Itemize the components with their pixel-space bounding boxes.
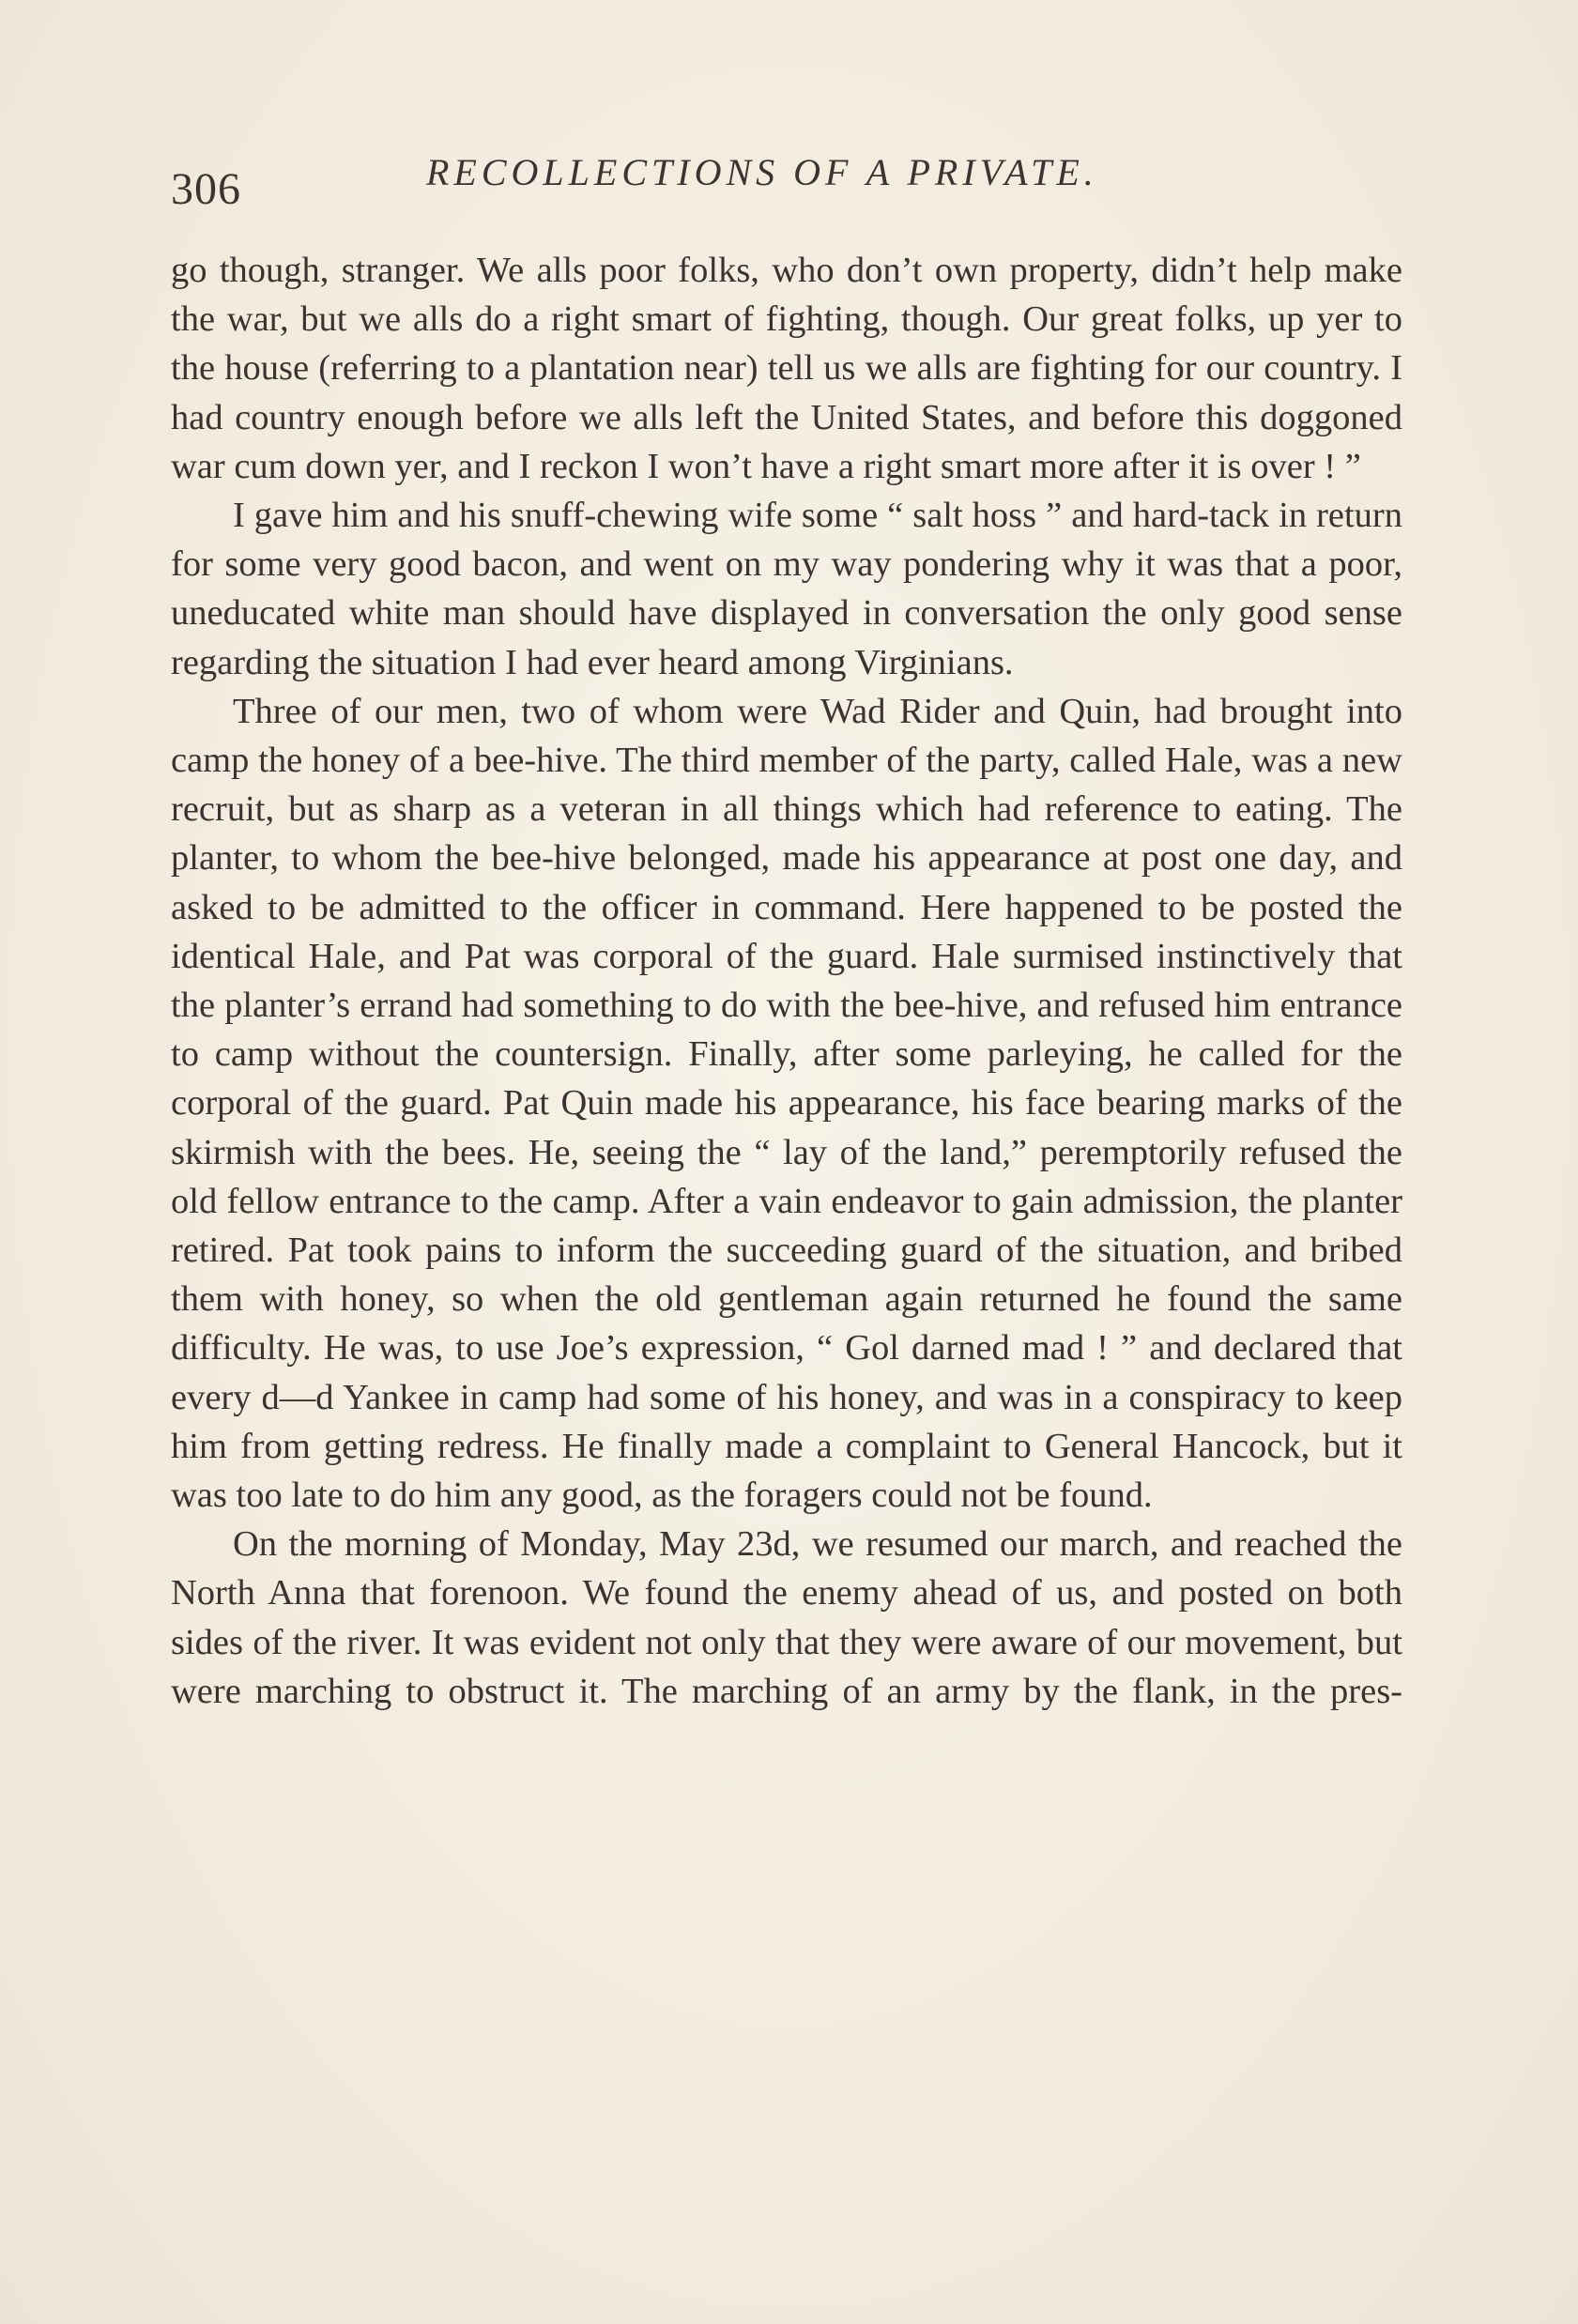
paragraph-snuff-chewing-wife: I gave him and his snuff-chewing wife some “ salt hoss ” and hard-tack in return for some very good bacon, and went on my way pondering why it was that a poor, uneducated white man should have displayed in conversation the only good sense regarding the situation I had ever heard among Virginians. (171, 496, 1402, 682)
running-title: RECOLLECTIONS OF A PRIVATE. (426, 151, 1098, 193)
page-header (171, 148, 1402, 214)
page-number: 306 (171, 164, 241, 214)
paragraph-bee-hive-story: Three of our men, two of whom were Wad Rider and Quin, had brought into camp the honey of a bee-hive. The third member of the party, called Hale, was a new recruit, but as sharp as a veteran in all things which had reference to eating. The planter, to whom the bee-hive belonged, made his appearance at post one day, and asked to be admitted to the officer in command. Here happened to be posted the identical Hale, and Pat was corporal of the guard. Hale surmised instinctively that the planter’s errand had something to do with the bee-hive, and refused him entrance to camp without the countersign. Finally, after some parleying, he called for the corporal of the guard. Pat Quin made his appearance, his face bearing marks of the skirmish with the bees. He, seeing the “ lay of the land,” peremptorily refused the old fellow entrance to the camp. After a vain endeavor to gain admission, the planter retired. Pat took pains to inform the succeeding guard of the situation, and bribed them with honey, so when the old gentleman again returned he found the same difficulty. He was, to use Joe’s expression, “ Gol darned mad ! ” and declared that every d—d Yankee in camp had some of his honey, and was in a conspiracy to keep him from getting redress. He finally made a complaint to General Hancock, but it was too late to do him any good, as the foragers could not be found. (171, 691, 1402, 1516)
paragraph-north-anna: On the morning of Monday, May 23d, we resumed our march, and reached the North Anna that forenoon. We found the enemy ahead of us, and posted on both sides of the river. It was evident not only that they were aware of our movement, but were marching to obstruct it. The marching of an army by the flank, in the pres- (171, 1524, 1402, 1711)
body-text (171, 246, 1402, 1716)
paragraph-continued-dialogue: go though, stranger. We alls poor folks, who don’t own property, didn’t help make the war, but we alls do a right smart of fighting, though. Our great folks, up yer to the house (referring to a plantation near) tell us we alls are fighting for our country. I had country enough before we alls left the United States, and before this doggoned war cum down yer, and I reckon I won’t have a right smart more after it is over ! ” (171, 251, 1402, 486)
